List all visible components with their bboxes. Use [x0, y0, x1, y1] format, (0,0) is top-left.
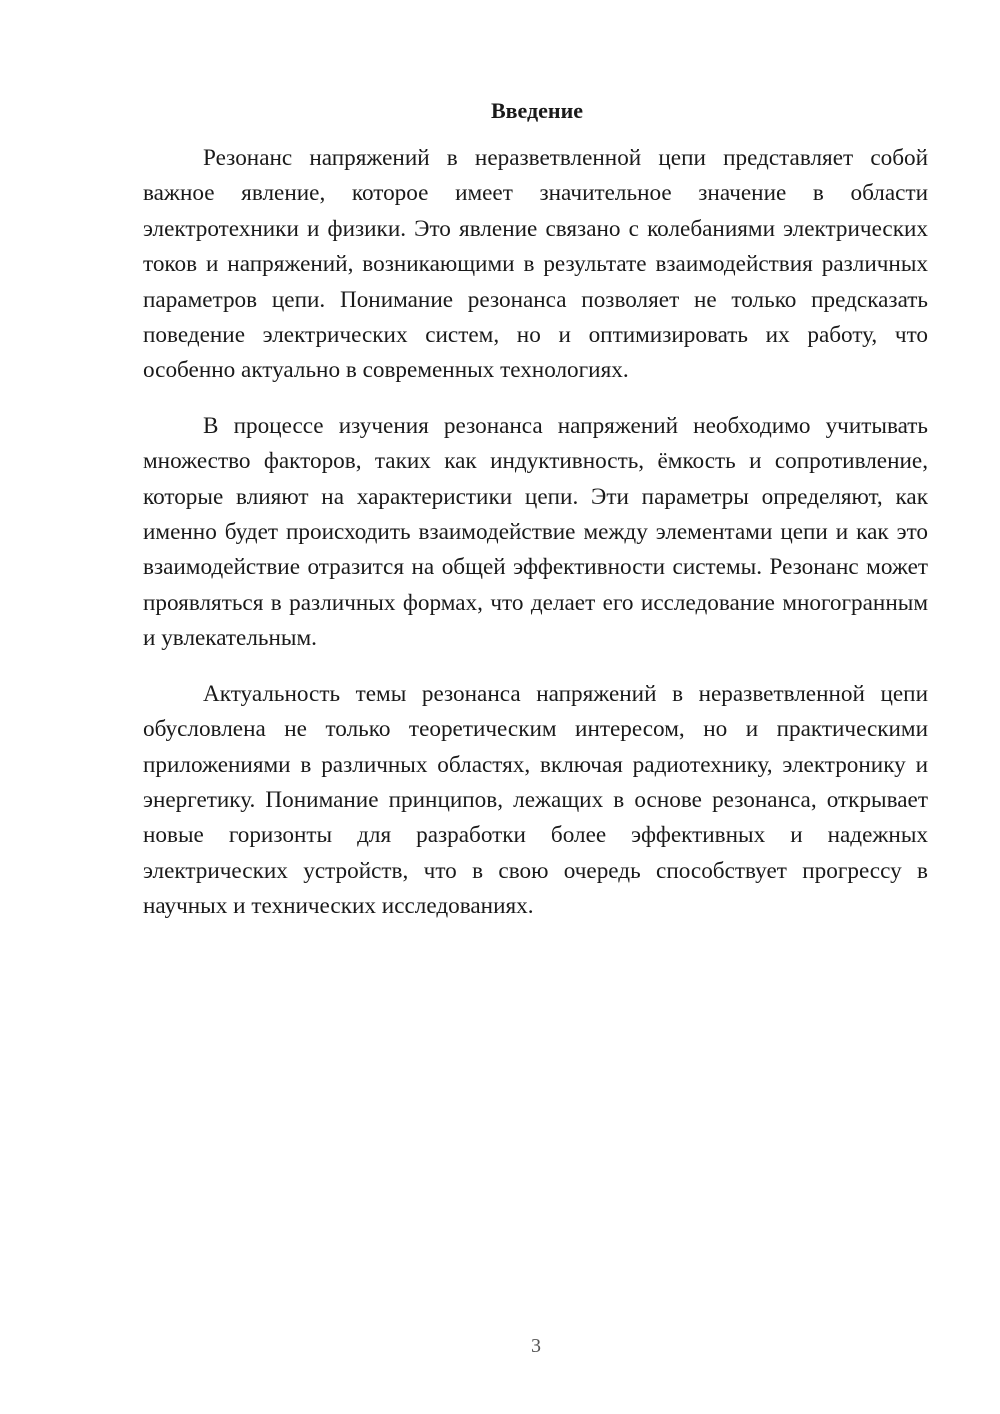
paragraph-3: Актуальность темы резонанса напряжений в неразветвленной цепи обусловлена не только теоретическим интересом, но и практическими приложениями в различных областях, включая радиотехнику, электронику и энергетику. Понимание принципов, лежащих в основе резонанса, открывает новые горизонты для разработки более эффективных и надежных электрических устройств, что в свою очередь способствует прогрессу в научных и технических исследованиях. — [143, 680, 928, 920]
section-heading: Введение — [490, 98, 584, 123]
paragraph-2: В процессе изучения резонанса напряжений необходимо учитывать множество факторов, таких как индуктивность, ёмкость и сопротивление, которые влияют на характеристики цепи. Эти параметры определяют, как именно будет происходить взаимодействие между элементами цепи и как это взаимодействие отразится на общей эффективности системы. Резонанс может проявляться в различных формах, что делает его исследование многогранным и увлекательным. — [143, 412, 928, 652]
page-number: 3 — [531, 1335, 541, 1357]
page-content — [143, 96, 928, 945]
paragraph-1: Резонанс напряжений в неразветвленной цепи представляет собой важное явление, которое имеет значительное значение в области электротехники и физики. Это явление связано с колебаниями электрических токов и напряжений, возникающими в результате взаимодействия различных параметров цепи. Понимание резонанса позволяет не только предсказать поведение электрических систем, но и оптимизировать их работу, что особенно актуально в современных технологиях. — [143, 145, 928, 384]
